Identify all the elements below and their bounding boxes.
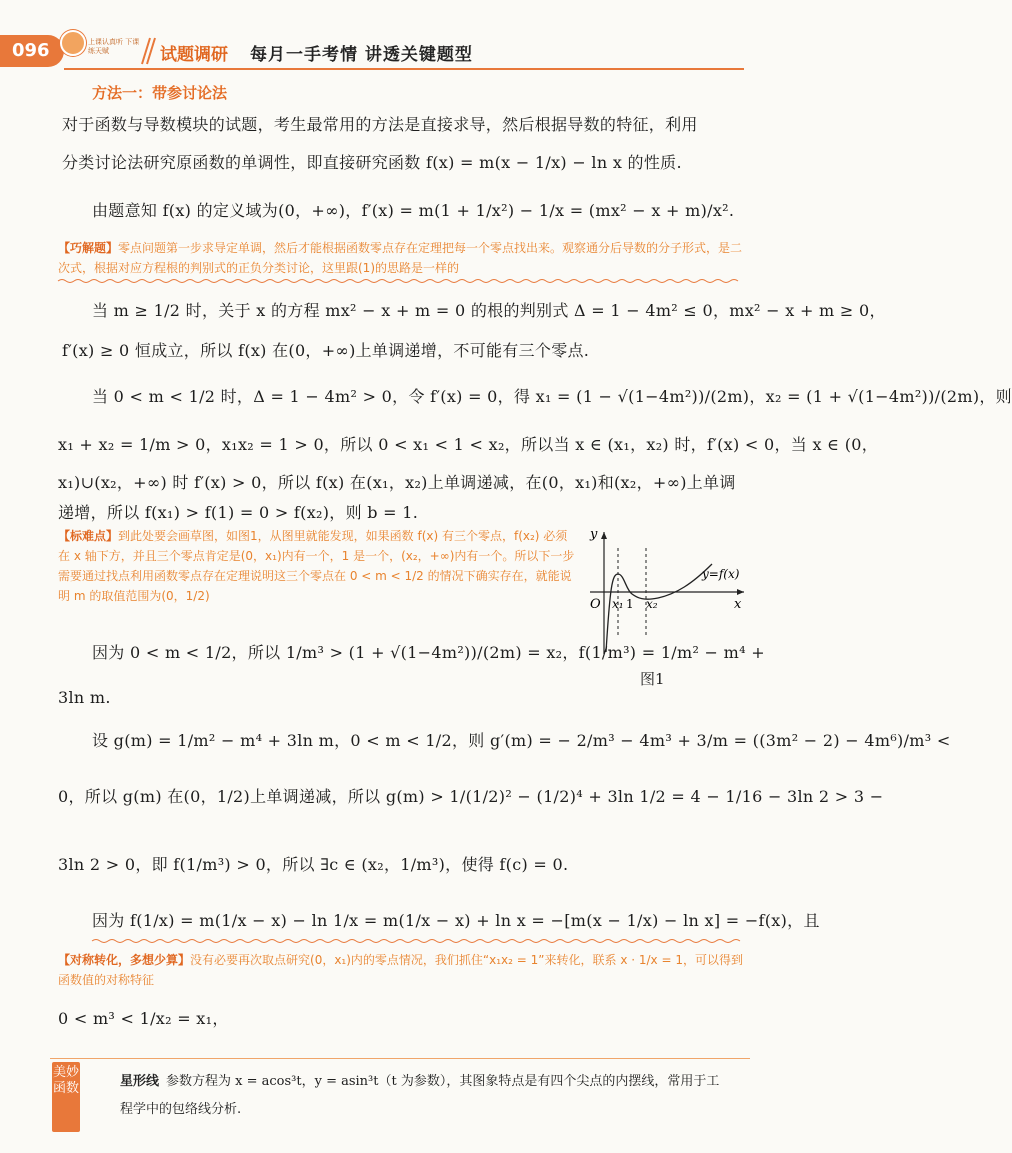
- figure-x1-label: x₁: [612, 597, 624, 611]
- note-difficulty-tag: 【标难点】: [58, 529, 119, 543]
- footer-text-1: 参数方程为 x = acos³t，y = asin³t（t 为参数），其图象特点是有四个尖点的内摆线，常用于工: [166, 1074, 720, 1089]
- paragraph-case2-d: 递增，所以 f(x₁) > f(1) = 0 > f(x₂)，则 b = 1.: [58, 503, 419, 522]
- header-rule: [64, 68, 744, 70]
- note-symmetry-tag: 【对称转化，多想少算】: [58, 953, 191, 967]
- slash-divider-icon: [140, 36, 156, 66]
- paragraph-because-1: 因为 0 < m < 1/2，所以 1/m³ > (1 + √(1−4m²))/(2m) = x₂，f(1/m³) = 1/m² − m⁴ +: [92, 643, 765, 662]
- paragraph-intro-1: 对于函数与导数模块的试题，考生最常用的方法是直接求导，然后根据导数的特征，利用: [62, 115, 698, 134]
- footer-text-2: 程学中的包络线分析.: [120, 1102, 242, 1117]
- logo-icon: [60, 30, 86, 56]
- paragraph-last: 0 < m³ < 1/x₂ = x₁，: [58, 1009, 229, 1028]
- paragraph-because-1b: 3ln m.: [58, 688, 111, 707]
- paragraph-set-g-3: 3ln 2 > 0，即 f(1/m³) > 0，所以 ∃c ∈ (x₂，1/m³)，使得 f(c) = 0.: [58, 855, 569, 874]
- paragraph-intro-2: 分类讨论法研究原函数的单调性，即直接研究函数 f(x) = m(x − 1/x) − ln x 的性质.: [62, 153, 682, 172]
- figure-one-label: 1: [626, 597, 634, 611]
- figure-curve-label: y=f(x): [702, 567, 740, 581]
- method-title: 方法一：带参讨论法: [92, 84, 228, 102]
- side-tab-label: 美妙函数: [52, 1062, 80, 1132]
- header-subtitle: 每月一手考情 讲透关键题型: [250, 45, 473, 65]
- note-tip: [58, 238, 743, 278]
- paragraph-case2-c: x₁)∪(x₂，+∞) 时 f′(x) > 0，所以 f(x) 在(x₁，x₂)上单调递减，在(0，x₁)和(x₂，+∞)上单调: [58, 473, 736, 492]
- figure-x-label: x: [734, 597, 742, 612]
- figure-origin-label: O: [590, 597, 601, 612]
- paragraph-domain: 由题意知 f(x) 的定义域为(0，+∞)，f′(x) = m(1 + 1/x²) − 1/x = (mx² − x + m)/x².: [92, 201, 735, 220]
- note-symmetry-text: 没有必要再次取点研究(0，x₁)内的零点情况，我们抓住“x₁x₂ = 1”来转化，联系 x · 1/x = 1，可以得到函数值的对称特征: [58, 953, 743, 987]
- paragraph-case2-b: x₁ + x₂ = 1/m > 0，x₁x₂ = 1 > 0，所以 0 < x₁ < 1 < x₂，所以当 x ∈ (x₁，x₂) 时，f′(x) < 0，当 x ∈ (0，: [58, 435, 879, 454]
- section-title: 试题调研: [160, 45, 228, 65]
- paragraph-case1-b: f′(x) ≥ 0 恒成立，所以 f(x) 在(0，+∞)上单调递增，不可能有三个零点.: [62, 341, 590, 360]
- footer-rule: [50, 1058, 750, 1059]
- paragraph-case1-a: 当 m ≥ 1/2 时，关于 x 的方程 mx² − x + m = 0 的根的判别式 Δ = 1 − 4m² ≤ 0，mx² − x + m ≥ 0，: [92, 301, 886, 320]
- figure-caption: 图1: [640, 670, 665, 688]
- header-motto: 上课认真听 下课练天赋: [88, 38, 140, 55]
- page-number: 096: [0, 35, 64, 67]
- wavy-underline: [58, 278, 743, 284]
- wavy-underline-2: [92, 938, 742, 944]
- note-tip-text: 零点问题第一步求导定单调，然后才能根据函数零点存在定理把每一个零点找出来。观察通分后导数的分子形式，是二次式，根据对应方程根的判别式的正负分类讨论，这里跟(1)的思路是一样的: [58, 241, 743, 275]
- note-symmetry: [58, 950, 743, 990]
- footer-term: 星形线: [120, 1074, 160, 1089]
- figure-y-label: y: [590, 527, 598, 542]
- figure-1-graph: [584, 528, 748, 656]
- note-difficulty-text: 到此处要会画草图，如图1，从图里就能发现，如果函数 f(x) 有三个零点，f(x₂) 必须在 x 轴下方，并且三个零点肯定是(0，x₁)内有一个，1 是一个，(x₂，+∞)内有一个。所以下一步需要通过找点利用函数零点存在定理说明这三个零点在 0 < m < 1/2 的情况下确实存在，就能说明 m 的取值范围为(0，1/2): [58, 529, 575, 603]
- paragraph-set-g-2: 0，所以 g(m) 在(0，1/2)上单调递减，所以 g(m) > 1/(1/2)² − (1/2)⁴ + 3ln 1/2 = 4 − 1/16 − 3ln 2 > 3 −: [58, 787, 884, 806]
- paragraph-set-g-1: 设 g(m) = 1/m² − m⁴ + 3ln m，0 < m < 1/2，则 g′(m) = − 2/m³ − 4m³ + 3/m = ((3m² − 2) − 4m⁶)/m³ <: [92, 731, 951, 750]
- paragraph-case2-a: 当 0 < m < 1/2 时，Δ = 1 − 4m² > 0，令 f′(x) = 0，得 x₁ = (1 − √(1−4m²))/(2m)，x₂ = (1 + √(1−4m²))/(2m)，则: [92, 387, 1012, 406]
- page-header: [0, 0, 800, 78]
- note-tip-tag: 【巧解题】: [58, 241, 119, 255]
- figure-x2-label: x₂: [646, 597, 658, 611]
- paragraph-because-2: 因为 f(1/x) = m(1/x − x) − ln 1/x = m(1/x − x) + ln x = −[m(x − 1/x) − ln x] = −f(x)，且: [92, 911, 820, 930]
- note-difficulty: [58, 526, 578, 606]
